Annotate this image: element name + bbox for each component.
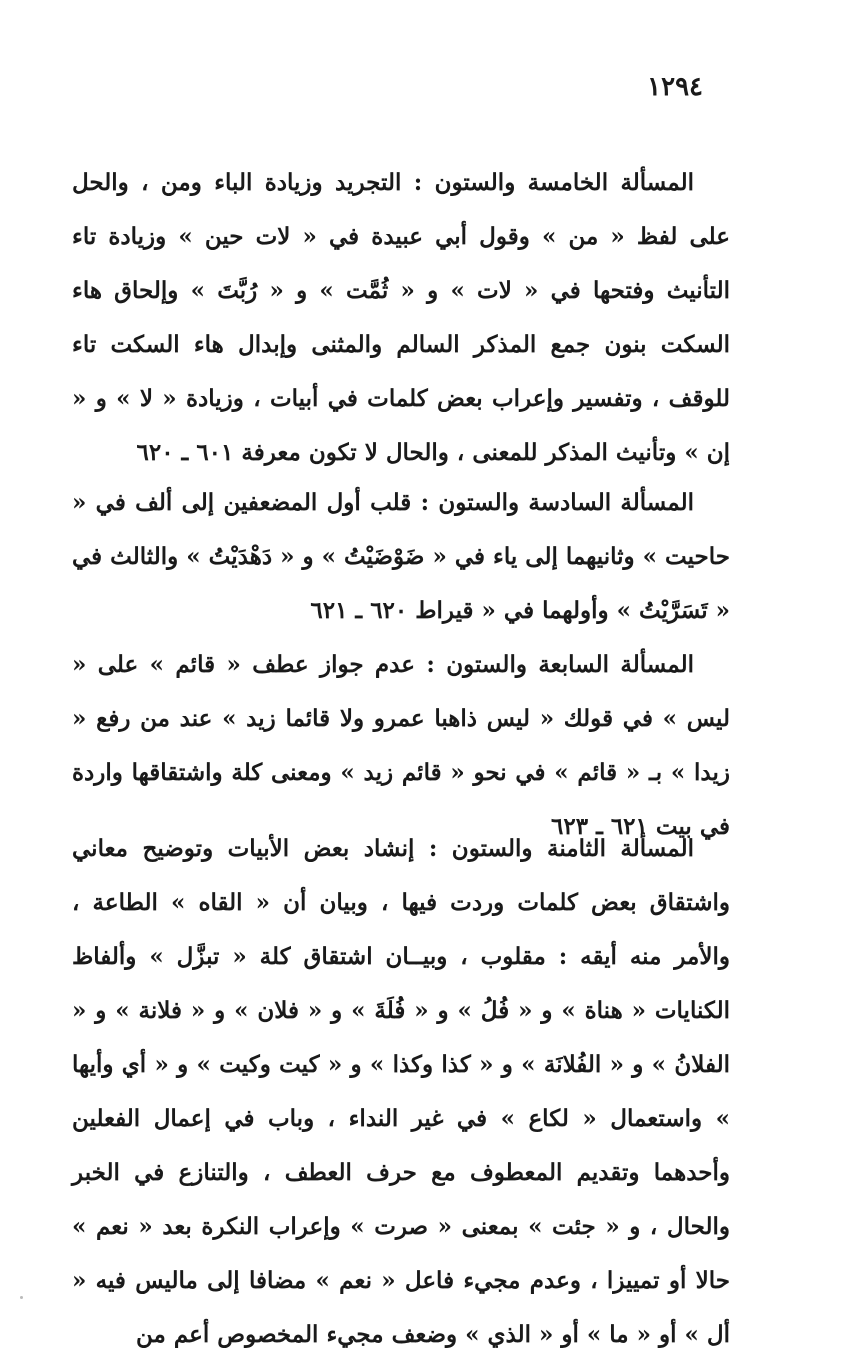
scan-speck xyxy=(20,1296,23,1299)
paragraph-question-68: المسألة الثامنة والستون : إنشاد بعض الأبيات وتوضيح معاني واشتقاق بعض كلمات وردت فيها ، وبيان أن « القاه » الطاعة ، والأمر منه أيقه : مقلوب ، وبيــان اشتقاق كلة « تبزَّل » وألفاظ الكنايات « هناة » و « فُلُ » و « فُلَةَ » و « فلان » و « فلانة » و « الفلانُ » و « الفُلانَة » و « كذا وكذا » و « كيت وكيت » و « أي وأيها » واستعمال « لكاع » في غير النداء ، وباب في إعمال الفعلين وأحدهما وتقديم المعطوف مع حرف العطف ، والتنازع في الخبر والحال ، و « جئت » بمعنى « صرت » وإعراب النكرة بعد « نعم » حالا أو تمييزا ، وعدم مجيء فاعل « نعم » مضافا إلى ماليس فيه « أل » أو « ما » أو « الذي » وضعف مجيء المخصوص أعم من xyxy=(72,835,730,1348)
paragraph-question-66: المسألة السادسة والستون : قلب أول المضعفين إلى ألف في « حاحيت » وثانيهما إلى ياء في « ضَوْضَيْتُ » و « دَهْدَيْتُ » والثالث في « تَسَرَّيْتُ » وأولهما في « قيراط ٦٢٠ ـ ٦٢١ xyxy=(72,489,730,624)
paragraph-question-67: المسألة السابعة والستون : عدم جواز عطف « قائم » على « ليس » في قولك « ليس ذاهبا عمرو ولا قائما زيد » عند من رفع « زيدا » بـ « قائم » في نحو « قائم زيد » ومعنى كلة واشتقاقها واردة في بيت ٦٢١ ـ ٦٢٣ xyxy=(72,651,730,840)
page-number: ١٢٩٤ xyxy=(647,72,703,102)
paragraph-question-65: المسألة الخامسة والستون : التجريد وزيادة الباء ومن ، والحل على لفظ « من » وقول أبي عبيدة في « لات حين » وزيادة تاء التأنيث وفتحها في « لات » و « ثُمَّت » و « رُبَّتَ » وإلحاق هاء السكت بنون جمع المذكر السالم والمثنى وإبدال هاء السكت تاء للوقف ، وتفسير وإعراب بعض كلمات في أبيات ، وزيادة « لا » و « إن » وتأنيث المذكر للمعنى ، والحال لا تكون معرفة ٦٠١ ـ ٦٢٠ xyxy=(72,169,730,466)
